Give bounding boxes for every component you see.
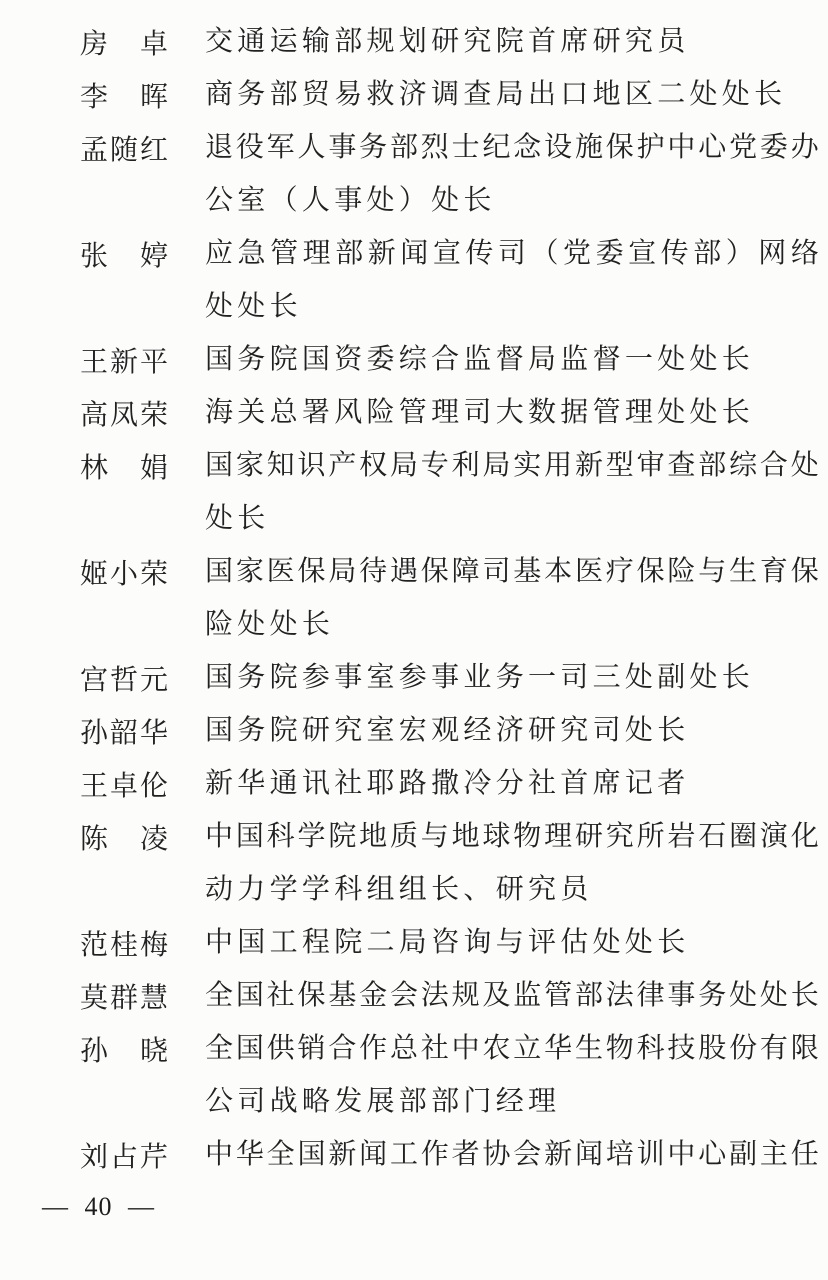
person-title-char: 法 [420,980,449,1011]
person-title-line: 险处处长 [205,609,335,640]
person-title-char: 主 [759,1139,788,1170]
person-title-char: 圈 [729,821,758,852]
person-name-char: 小 [109,558,138,590]
person-name [80,916,168,969]
person-name [80,439,168,492]
person-title [205,68,819,121]
person-title [205,386,819,439]
person-title-char: 闻 [400,238,429,269]
roster-entry [80,757,820,810]
roster-entry [80,333,820,386]
person-name [80,1022,168,1075]
person-name-char: 平 [139,346,168,378]
person-title-char: 传 [465,238,494,269]
person-title-char: 国 [205,450,234,481]
person-title-char: 立 [513,1033,542,1064]
person-title-char: 役 [235,132,264,163]
person-title-line [205,121,819,174]
person-title [205,916,819,969]
person-title-char: 务 [698,980,727,1011]
person-title-char: 遇 [389,556,418,587]
person-name-char: 华 [139,717,168,749]
person-title-char: 金 [359,980,388,1011]
person-title-line: 中国工程院二局咨询与评估处处长 [205,927,690,958]
person-name [80,969,168,1022]
person-title-char: 局 [389,450,418,481]
person-title-char: 究 [605,821,634,852]
person-title-line [205,969,819,1022]
person-name-char: 桂 [109,929,138,961]
person-title-char: 全 [266,1139,295,1170]
person-title-char: 新 [367,238,396,269]
person-title-char: 专 [420,450,449,481]
person-title-char: 保 [605,132,634,163]
person-title-char: 急 [237,238,266,269]
roster-entry [80,1022,820,1128]
person-title-line: 国务院参事室参事业务一司三处副处长 [205,662,755,693]
person-title-line: 公室（人事处）处长 [205,185,496,216]
person-title-char: 委 [759,132,788,163]
person-name-char: 姬 [80,558,109,590]
person-title-char: 审 [636,450,665,481]
person-name [80,757,168,810]
person-title-char: 石 [698,821,727,852]
person-title-char: 国 [297,1139,326,1170]
person-title-char: 办 [790,132,819,163]
person-title-char: 国 [235,821,264,852]
person-title-char: 中 [667,132,696,163]
person-title-char: 心 [698,132,727,163]
person-title-char: 院 [328,821,357,852]
person-name-char: 孙 [80,717,109,749]
person-title-char: 保 [790,556,819,587]
person-name-char: 荣 [139,558,168,590]
person-title-char: 培 [605,1139,634,1170]
person-name-char: 房 [80,28,109,60]
roster-entry [80,439,820,545]
person-title-char: 基 [513,556,542,587]
person-title [205,439,819,545]
person-title-char: 物 [513,821,542,852]
person-name [80,704,168,757]
person-name-char: 刘 [80,1141,109,1173]
person-title [205,227,819,333]
roster-entry [80,651,820,704]
person-title-char: 监 [513,980,542,1011]
person-title-char: 管 [270,238,299,269]
person-title-char: 基 [328,980,357,1011]
person-title-char: 会 [389,980,418,1011]
person-title-char: 国 [235,980,264,1011]
person-title-char: 用 [544,450,573,481]
person-name-char: 凌 [139,823,168,855]
person-title-char: 地 [359,821,388,852]
person-name [80,333,168,386]
person-title-char: 念 [513,132,542,163]
person-title-char: 管 [544,980,573,1011]
person-title-char: 心 [698,1139,727,1170]
person-title-char: 事 [328,132,357,163]
person-title-char: 党 [729,132,758,163]
person-title-line: 动力学学科组组长、研究员 [205,874,593,905]
person-title-char: 络 [790,238,819,269]
person-name [80,386,168,439]
person-name-char: 红 [139,134,168,166]
person-name-char: 慧 [139,982,168,1014]
person-name-char: 婷 [139,240,168,272]
person-title-char: 识 [297,450,326,481]
person-title [205,15,819,68]
person-title-char: 传 [660,238,689,269]
person-name-char: 梅 [139,929,168,961]
person-name-char: 卓 [109,770,138,802]
person-title-char: 保 [297,980,326,1011]
person-title-char: 待 [359,556,388,587]
person-title-char: 工 [389,1139,418,1170]
person-title-char: 司 [497,238,526,269]
person-title-char: 协 [482,1139,511,1170]
person-name [80,810,168,863]
person-title-char: 军 [266,132,295,163]
person-title-char: 闻 [359,1139,388,1170]
person-title-line: 处长 [205,503,270,534]
person-title-char: 规 [451,980,480,1011]
person-title-char: 化 [790,821,819,852]
person-title-char: 部 [389,132,418,163]
person-name [80,15,168,68]
person-name-char: 范 [80,929,109,961]
person-title-char: 处 [729,980,758,1011]
person-title-char: 总 [389,1033,418,1064]
person-title [205,651,819,704]
person-name-char: 占 [109,1141,138,1173]
person-title-line [205,439,819,492]
person-name [80,68,168,121]
person-title-char: 医 [266,556,295,587]
person-title-char: 新 [574,450,603,481]
person-name-char: 卓 [139,28,168,60]
person-title-char: 士 [451,132,480,163]
person-title-char: 障 [451,556,480,587]
person-title-char: 中 [205,1139,234,1170]
person-title-char: 份 [729,1033,758,1064]
person-title-line: 公司战略发展部部门经理 [205,1086,561,1117]
person-name-char: 新 [109,346,138,378]
person-title-char: 知 [266,450,295,481]
person-name-char: 王 [80,770,109,802]
person-title-line [205,1128,819,1181]
person-title [205,704,819,757]
person-name-char: 高 [80,399,109,431]
page-number: — 40 — [42,1192,155,1221]
person-title-char: 地 [451,821,480,852]
person-title-char: 全 [205,1033,234,1064]
person-name-char: 张 [80,240,109,272]
person-title-char: 中 [451,1033,480,1064]
person-title-char: 处 [759,980,788,1011]
person-title-char: 司 [482,556,511,587]
person-title-char: 设 [544,132,573,163]
person-title-char: 处 [790,450,819,481]
person-title-char: 部 [698,450,727,481]
person-name-char: 伦 [139,770,168,802]
roster-entry [80,121,820,227]
person-title-char: 岩 [667,821,696,852]
person-title-char: 网 [758,238,787,269]
person-title-char: 权 [359,450,388,481]
person-title-char: 新 [328,1139,357,1170]
person-name-char: 孟 [80,134,109,166]
person-title [205,810,819,916]
person-title-char: 有 [759,1033,788,1064]
person-title-line: 商务部贸易救济调查局出口地区二处处长 [205,79,787,110]
person-title-char: 副 [729,1139,758,1170]
person-title-char: 理 [302,238,331,269]
person-name-char: 娟 [139,452,168,484]
person-title [205,333,819,386]
person-title-char: 纪 [482,132,511,163]
person-title-char: 销 [297,1033,326,1064]
roster-entry [80,1128,820,1181]
person-title-char: 本 [544,556,573,587]
person-title-char: 家 [235,556,264,587]
person-title-char: 实 [513,450,542,481]
person-title-char: 家 [235,450,264,481]
person-title-char: 保 [636,556,665,587]
person-title-char: 法 [605,980,634,1011]
person-title-char: 保 [420,556,449,587]
person-title-char: 球 [482,821,511,852]
person-title-line: 新华通讯社耶路撒冷分社首席记者 [205,768,690,799]
person-title-char: 查 [667,450,696,481]
person-name [80,651,168,704]
person-name-char: 群 [109,982,138,1014]
person-title-char: 党 [563,238,592,269]
person-title-char: 长 [790,980,819,1011]
person-title-char: 保 [297,556,326,587]
person-title-char: 理 [544,821,573,852]
person-title-line [205,545,819,598]
person-name-char: 晓 [139,1035,168,1067]
person-title-char: 医 [574,556,603,587]
roster-entry [80,810,820,916]
person-title-char: 华 [235,1139,264,1170]
person-title-line: 交通运输部规划研究院首席研究员 [205,26,690,57]
roster-entry [80,68,820,121]
person-title-char: 及 [482,980,511,1011]
person-title-char: 作 [420,1139,449,1170]
person-name-char: 随 [109,134,138,166]
person-title-char: 与 [698,556,727,587]
person-title-char: 学 [297,821,326,852]
person-title-char: 退 [205,132,234,163]
person-title [205,757,819,810]
person-title [205,1022,819,1128]
person-title-char: 所 [636,821,665,852]
person-title-char: 事 [667,980,696,1011]
person-title-char: 务 [359,132,388,163]
roster-entry [80,227,820,333]
person-name-char: 晖 [139,81,168,113]
person-title-char: 中 [667,1139,696,1170]
person-title-char: 律 [636,980,665,1011]
person-name [80,227,168,280]
person-title-char: 股 [698,1033,727,1064]
person-title-line: 国务院研究室宏观经济研究司处长 [205,715,690,746]
person-title-char: 与 [420,821,449,852]
person-title-char: 科 [636,1033,665,1064]
person-title-line: 国务院国资委综合监督局监督一处处长 [205,344,755,375]
person-title-char: 生 [574,1033,603,1064]
person-title-char: 研 [574,821,603,852]
person-title-char: 科 [266,821,295,852]
person-title-char: 型 [605,450,634,481]
person-name-char: 韶 [109,717,138,749]
person-name-char: 哲 [109,664,138,696]
person-name [80,1128,168,1181]
person-name-char: 芹 [139,1141,168,1173]
person-name [80,121,168,174]
person-title-char: 施 [574,132,603,163]
person-name-char: 孙 [80,1035,109,1067]
person-title-char: 物 [605,1033,634,1064]
person-title [205,121,819,227]
person-title-char: 限 [790,1033,819,1064]
person-title-char: 生 [729,556,758,587]
person-title-line: 海关总署风险管理司大数据管理处处长 [205,397,755,428]
person-name-char: 陈 [80,823,109,855]
person-title-char: 应 [205,238,234,269]
person-title-char: 部 [574,980,603,1011]
person-title-char: 闻 [574,1139,603,1170]
person-title-char: 险 [667,556,696,587]
person-title-char: 会 [513,1139,542,1170]
roster-entry [80,545,820,651]
person-title-char: 演 [759,821,788,852]
person-title-line [205,810,819,863]
person-title-char: 训 [636,1139,665,1170]
person-title-char: 合 [328,1033,357,1064]
person-title-char: 华 [544,1033,573,1064]
person-title-char: 中 [205,821,234,852]
person-title-char: 合 [759,450,788,481]
person-name-char: 元 [139,664,168,696]
roster-entry [80,704,820,757]
person-name-char: 林 [80,452,109,484]
person-title-char: 供 [266,1033,295,1064]
person-title-char: 部 [335,238,364,269]
person-name-char: 李 [80,81,109,113]
person-title-char: 农 [482,1033,511,1064]
person-title-char: 产 [328,450,357,481]
person-title-line [205,227,819,280]
person-name [80,545,168,598]
person-title [205,969,819,1022]
person-title-char: 技 [667,1033,696,1064]
person-name-char: 莫 [80,982,109,1014]
person-title-char: 局 [328,556,357,587]
person-title-char: 疗 [605,556,634,587]
person-title-char: 育 [759,556,788,587]
person-name-char: 宫 [80,664,109,696]
person-title-char: 利 [451,450,480,481]
person-title-char: 烈 [420,132,449,163]
roster-entry [80,15,820,68]
person-title [205,545,819,651]
person-name-char: 荣 [139,399,168,431]
person-title [205,1128,819,1181]
person-title-char: 社 [266,980,295,1011]
roster-entry [80,969,820,1022]
person-title-char: 全 [205,980,234,1011]
person-title-char: 作 [359,1033,388,1064]
person-title-char: 护 [636,132,665,163]
person-title-char: 国 [205,556,234,587]
person-title-char: 综 [729,450,758,481]
person-title-char: 部 [693,238,722,269]
person-title-char: 新 [544,1139,573,1170]
roster-list [80,15,820,1181]
person-title-char: 委 [595,238,624,269]
person-title-char: 者 [451,1139,480,1170]
person-name-char: 凤 [109,399,138,431]
roster-entry [80,386,820,439]
person-title-char: ） [725,238,754,269]
person-title-line [205,1022,819,1075]
roster-entry [80,916,820,969]
person-name-char: 王 [80,346,109,378]
person-title-char: 国 [235,1033,264,1064]
person-title-char: 宣 [432,238,461,269]
person-title-char: 人 [297,132,326,163]
person-title-char: 质 [389,821,418,852]
person-title-char: 局 [482,450,511,481]
person-title-line: 处处长 [205,291,302,322]
person-title-char: 任 [790,1139,819,1170]
person-title-char: 宣 [628,238,657,269]
person-title-char: 社 [420,1033,449,1064]
person-title-char: （ [530,238,559,269]
